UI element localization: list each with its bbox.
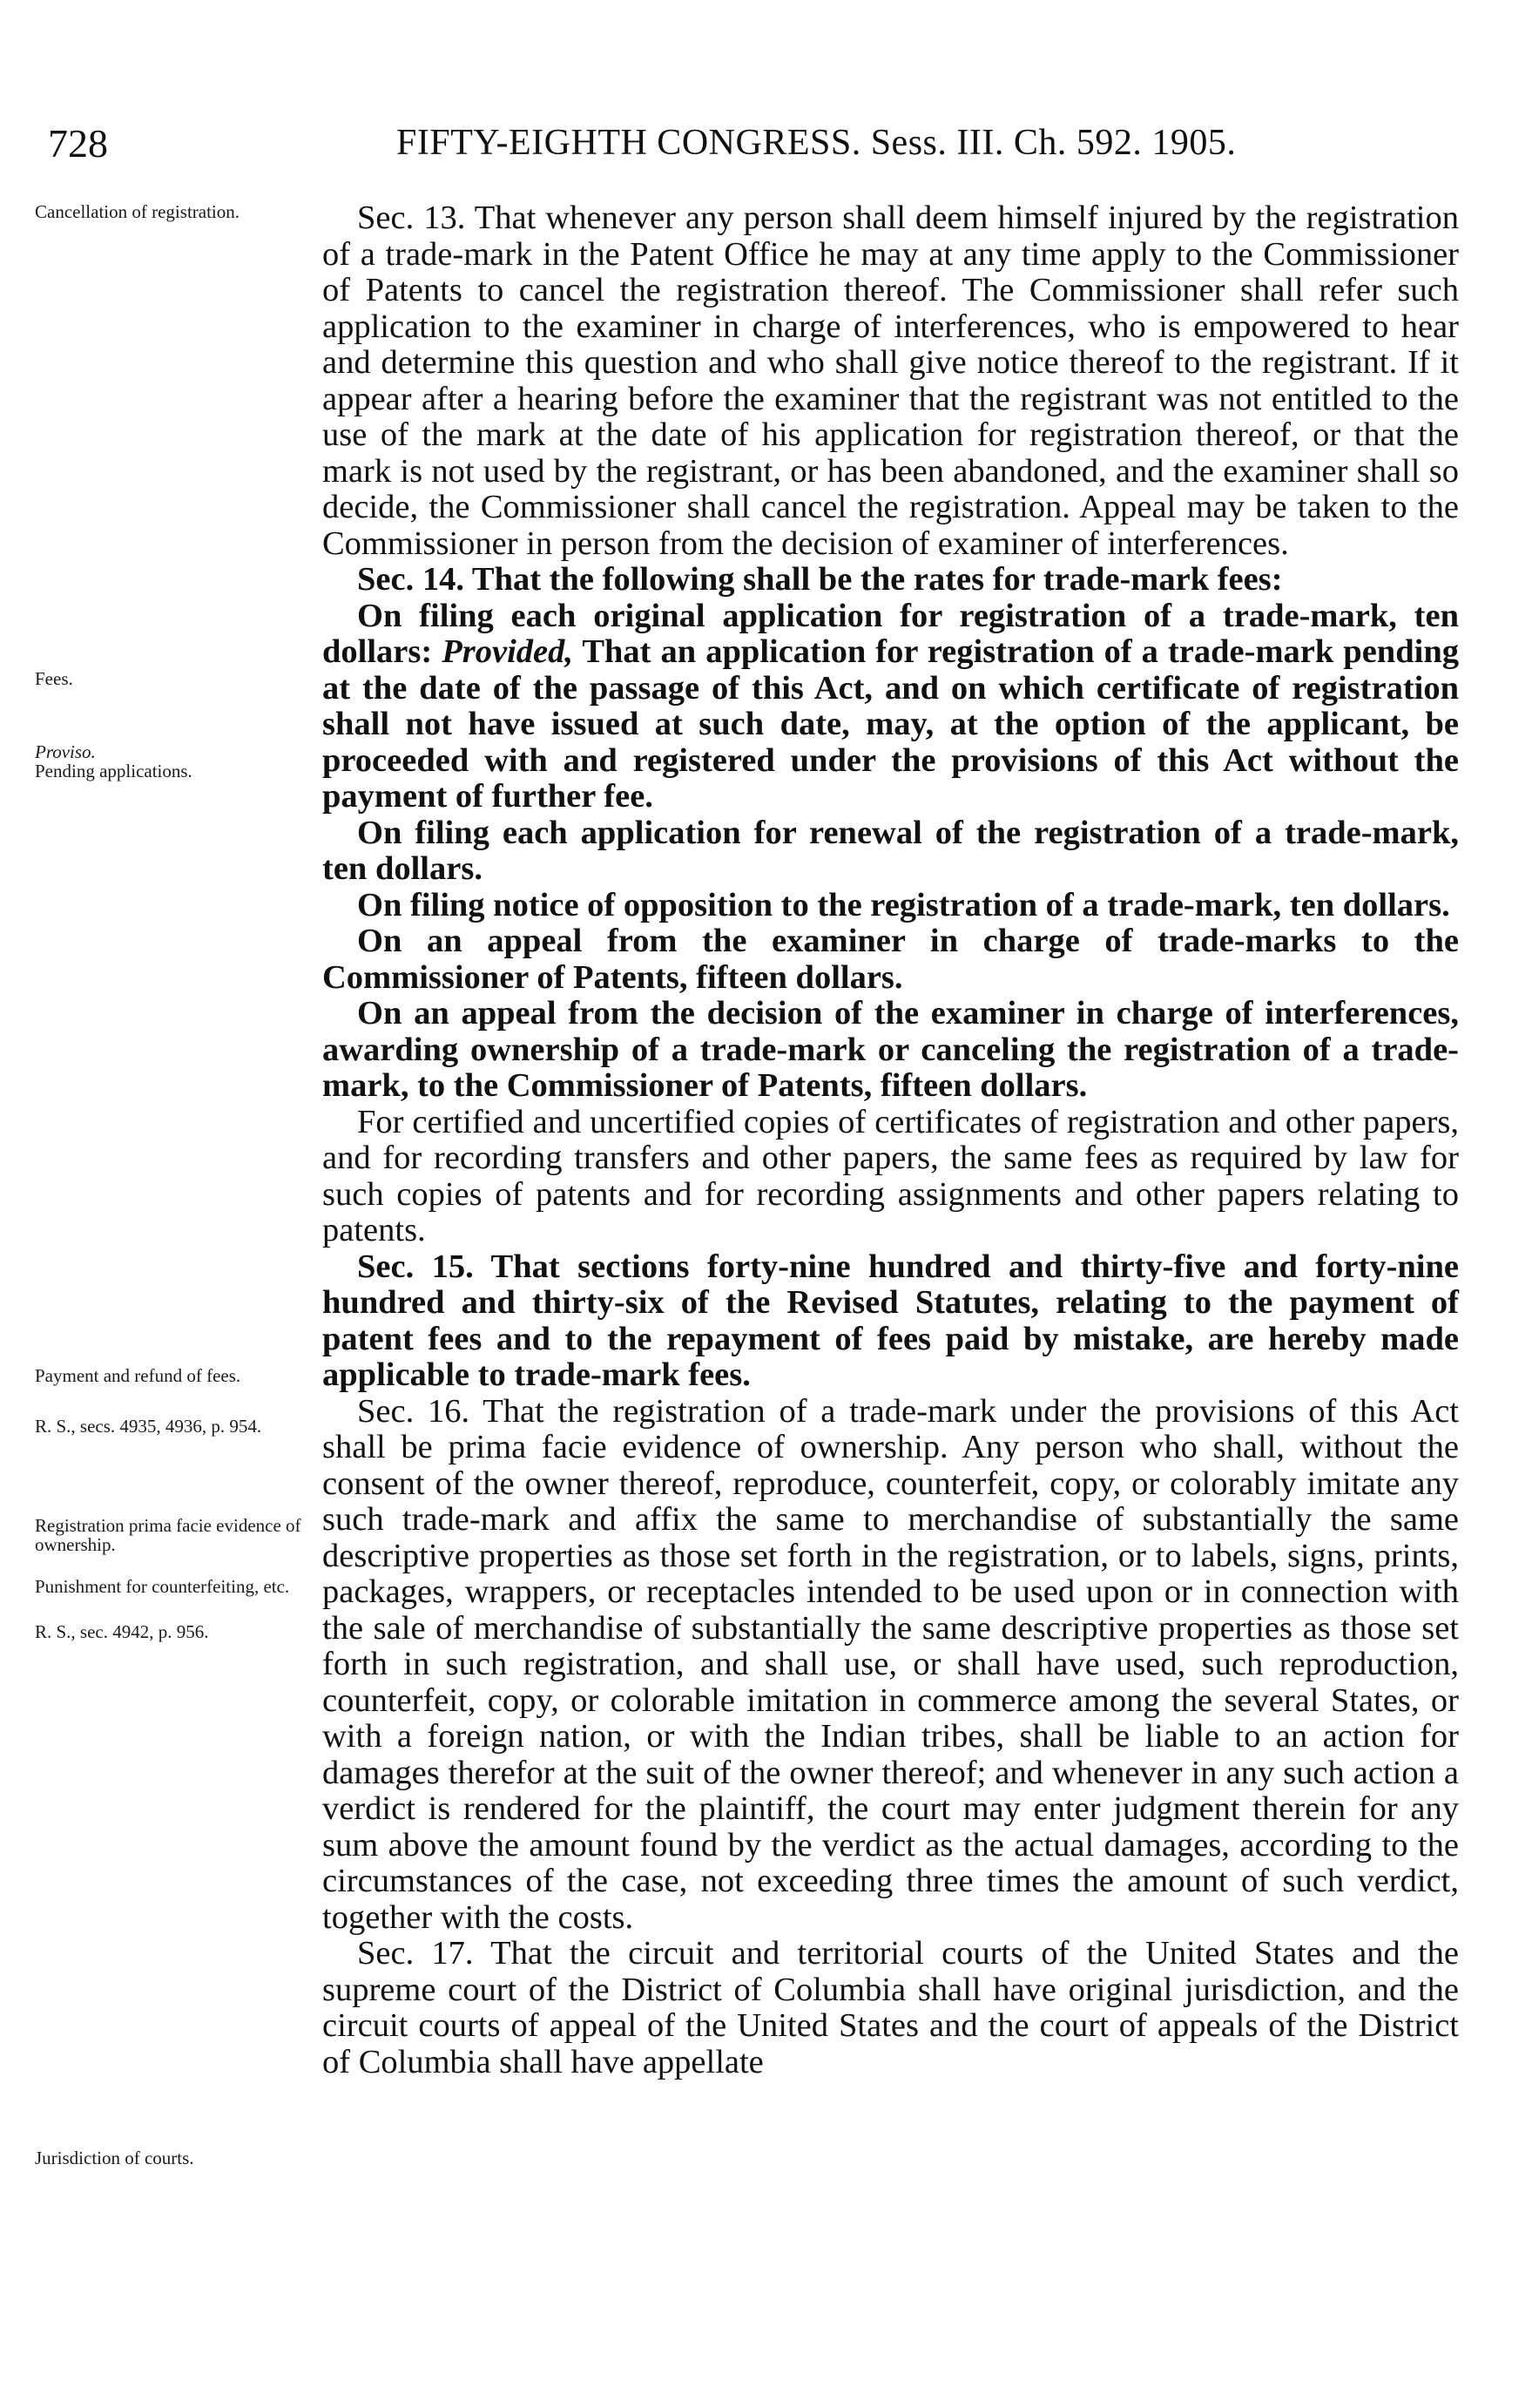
- fee-original-proviso-text: That an application for registration of a trade-mark pending at the date of the passage of this Act, and on which certificate of registration shall not have issued at such date, may, at the option of the applicant, be proceeded with and registered under the provisions of this Act without the payment of further fee.: [322, 633, 1459, 815]
- section-16: Sec. 16. That the registration of a trade-mark under the provisions of this Act shall be prima facie evidence of ownership. Any person who shall, without the consent of the owner thereof, reproduce, counterfeit, copy, or colorably imitate any such trade-mark and affix the same to merchandise of substantially the same descriptive properties as those set forth in the registration, or to labels, signs, prints, packages, wrappers, or receptacles intended to be used upon or in connection with the sale of merchandise of substantially the same descriptive properties as those set forth in such registration, and shall use, or shall have used, such reproduction, counterfeit, copy, or colorable imitation in commerce among the several States, or with a foreign nation, or with the Indian tribes, shall be liable to an action for damages therefor at the suit of the owner thereof; and whenever in any such action a verdict is rendered for the plaintiff, the court may enter judgment therein for any sum above the amount found by the verdict as the actual damages, according to the circumstances of the case, not exceeding three times the amount of such verdict, together with the costs.: [322, 1392, 1459, 1936]
- note-payment-refund: Payment and refund of fees.: [35, 1365, 241, 1386]
- note-pending-applications: Pending applications.: [35, 761, 192, 781]
- fee-renewal: On filing each application for renewal of the registration of a trade-mark, ten dollars.: [322, 814, 1459, 887]
- fee-original-text: On filing each original application for registration of a trade-mark, ten dollars:: [322, 597, 1459, 670]
- page-number: 728: [48, 121, 108, 166]
- fee-appeal-interferences: On an appeal from the decision of the examiner in charge of interferences, awarding ownership of a trade-mark or canceling the registration of a trade-mark, to the Commissioner of Patents, fifteen dollars.: [322, 995, 1459, 1104]
- note-registration-evidence: Registration prima facie evidence of ownership.: [35, 1515, 301, 1555]
- note-proviso: Proviso.: [35, 741, 96, 762]
- section-14: Sec. 14. That the following shall be the rates for trade-mark fees:: [357, 561, 1283, 598]
- note-punishment-reference: R. S., sec. 4942, p. 956.: [35, 1621, 209, 1642]
- fee-opposition: On filing notice of opposition to the registration of a trade-mark, ten dollars.: [357, 886, 1450, 923]
- running-head: FIFTY-EIGHTH CONGRESS. Sess. III. Ch. 592. 1905.: [396, 123, 1237, 163]
- note-punishment: Punishment for counterfeiting, etc.: [35, 1576, 290, 1597]
- note-fees: Fees.: [35, 668, 73, 689]
- fee-appeal-trademarks: On an appeal from the examiner in charge of trade-marks to the Commissioner of Patents, fifteen dollars.: [322, 923, 1459, 996]
- note-jurisdiction: Jurisdiction of courts.: [35, 2148, 194, 2168]
- margin-notes: [35, 0, 322, 2408]
- proviso-word: Provided,: [442, 633, 573, 670]
- statute-text: [322, 200, 1459, 2080]
- section-15: Sec. 15. That sections forty-nine hundred and thirty-five and forty-nine hundred and thirty-six of the Revised Statutes, relating to the payment of patent fees and to the repayment of fees paid by mistake, are hereby made applicable to trade-mark fees.: [322, 1248, 1459, 1393]
- fee-original-application: [322, 599, 1459, 815]
- note-payment-reference: R. S., secs. 4935, 4936, p. 954.: [35, 1416, 262, 1437]
- section-13: Sec. 13. That whenever any person shall deem himself injured by the registration of a trade-mark in the Patent Office he may at any time apply to the Commissioner of Patents to cancel the registration thereof. The Commissioner shall refer such application to the examiner in charge of interferences, who is empowered to hear and determine this question and who shall give notice thereof to the registrant. If it appear after a hearing before the examiner that the registrant was not entitled to the use of the mark at the date of his application for registration thereof, or that the mark is not used by the registrant, or has been abandoned, and the examiner shall so decide, the Commissioner shall cancel the registration. Appeal may be taken to the Commissioner in person from the decision of examiner of interferences.: [322, 200, 1459, 562]
- fee-copies: For certified and uncertified copies of certificates of registration and other papers, and for recording transfers and other papers, the same fees as required by law for such copies of patents and for recording assignments and other papers relating to patents.: [322, 1103, 1459, 1248]
- note-cancellation: Cancellation of registration.: [35, 201, 240, 222]
- section-17: Sec. 17. That the circuit and territorial courts of the United States and the supreme court of the District of Columbia shall have original jurisdiction, and the circuit courts of appeal of the United States and the court of appeals of the District of Columbia shall have appellate: [322, 1935, 1459, 2080]
